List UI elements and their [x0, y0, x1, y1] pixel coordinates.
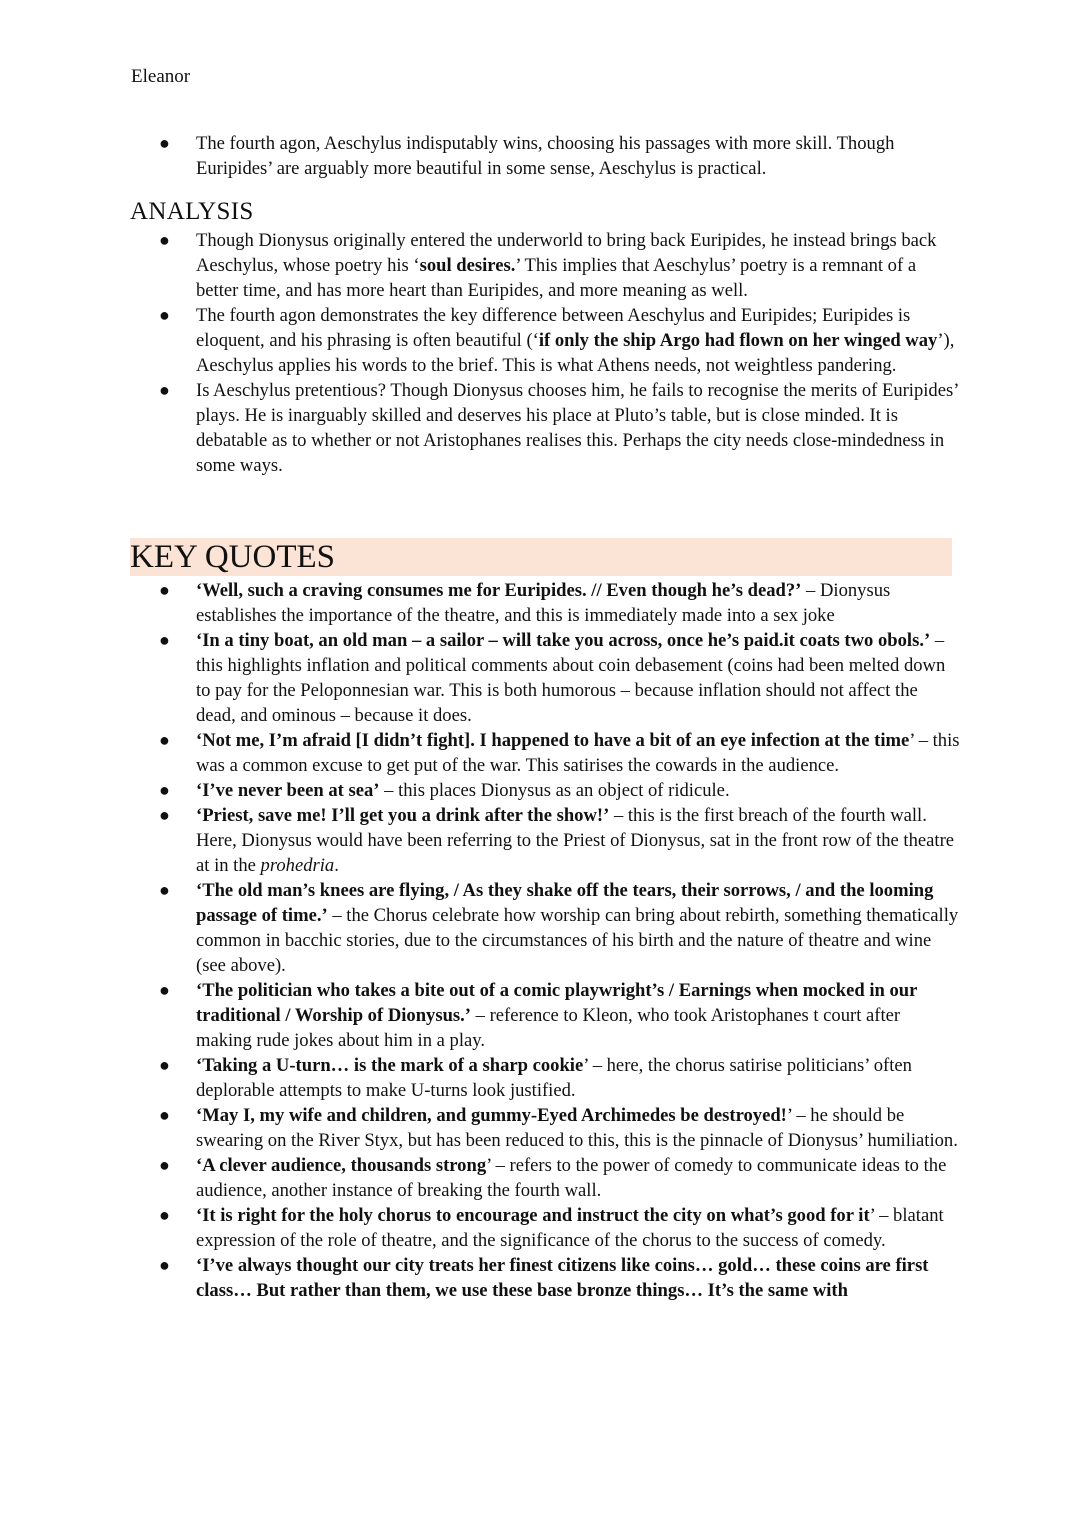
- bullet-dot-icon: ●: [159, 1055, 170, 1075]
- quote-text: ‘The politician who takes a bite out of a comic playwright’s / Earnings when mocked in our traditional / Worship of Dionysus.’: [196, 980, 918, 1026]
- list-item: [130, 628, 960, 728]
- bullet-dot-icon: ●: [159, 230, 170, 250]
- key-quotes-section: [130, 538, 960, 1303]
- quote-text: ‘The old man’s knees are flying, / As they shake off the tears, their sorrows, / and the looming passage of time.’: [196, 880, 934, 926]
- quote-text: ‘It is right for the holy chorus to encourage and instruct the city on what’s good for it: [196, 1205, 870, 1226]
- list-item: [130, 778, 960, 803]
- commentary-text: – reference to Kleon, who took Aristophanes t court after making rude jokes about him in a play.: [196, 1005, 901, 1051]
- quote-text: ‘A clever audience, thousands strong: [196, 1155, 487, 1176]
- bullet-dot-icon: ●: [159, 1205, 170, 1225]
- quote-text: ‘Priest, save me! I’ll get you a drink after the show!’: [196, 805, 610, 826]
- quote-text: if only the ship Argo had flown on her winged way: [538, 330, 938, 351]
- author-name: Eleanor: [131, 66, 191, 87]
- list-item: [130, 878, 960, 978]
- commentary-text: ’ – blatant expression of the role of theatre, and the significance of the chorus to the success of comedy.: [196, 1205, 944, 1251]
- list-item: [130, 303, 960, 378]
- bullet-dot-icon: ●: [159, 880, 170, 900]
- bullet-dot-icon: ●: [159, 1105, 170, 1125]
- commentary-text: ’ – he should be swearing on the River Styx, but has been reduced to this, this is the pinnacle of Dionysus’ humiliation.: [196, 1105, 958, 1151]
- bullet-dot-icon: ●: [159, 133, 170, 153]
- list-item: [130, 1053, 960, 1103]
- list-item: [130, 728, 960, 778]
- key-quotes-bullet-list: [130, 578, 960, 1303]
- intro-bullet-list: [130, 131, 960, 181]
- list-item: [130, 1203, 960, 1253]
- bullet-dot-icon: ●: [159, 580, 170, 600]
- commentary-text: The fourth agon demonstrates the key difference between Aeschylus and Euripides; Euripides is eloquent, and his phrasing is often beautiful (‘: [196, 305, 911, 351]
- quote-text: ‘Well, such a craving consumes me for Euripides. // Even though he’s dead?’: [196, 580, 802, 601]
- commentary-text: – this places Dionysus as an object of ridicule.: [379, 780, 730, 801]
- commentary-text: – this highlights inflation and political comments about coin debasement (coins had been melted down to pay for the Peloponnesian war. This is both humorous – because inflation should not affect the dead, and ominous – because it does.: [196, 630, 946, 726]
- bullet-dot-icon: ●: [159, 805, 170, 825]
- bullet-dot-icon: ●: [159, 780, 170, 800]
- bullet-dot-icon: ●: [159, 305, 170, 325]
- list-item: [130, 228, 960, 303]
- analysis-heading: ANALYSIS: [130, 198, 254, 225]
- quote-text: ‘I’ve always thought our city treats her finest citizens like coins… gold… these coins are first class… But rather than them, we use these base bronze things… It’s the same with: [196, 1255, 929, 1301]
- quote-text: ‘May I, my wife and children, and gummy-Eyed Archimedes be destroyed!: [196, 1105, 787, 1126]
- bullet-dot-icon: ●: [159, 730, 170, 750]
- quote-text: ‘I’ve never been at sea’: [196, 780, 380, 801]
- list-item: [130, 1153, 960, 1203]
- commentary-text: The fourth agon, Aeschylus indisputably wins, choosing his passages with more skill. Though Euripides’ are arguably more beautiful in some sense, Aeschylus is practical.: [196, 133, 895, 179]
- analysis-bullet-list: [130, 228, 960, 478]
- list-item: [130, 131, 960, 181]
- quote-text: soul desires.: [419, 255, 516, 276]
- quote-text: ‘Not me, I’m afraid [I didn’t fight]. I happened to have a bit of an eye infection at the time: [196, 730, 910, 751]
- commentary-text: ’ – here, the chorus satirise politicians’ often deplorable attempts to make U-turns look justified.: [196, 1055, 912, 1101]
- quote-text: ‘Taking a U-turn… is the mark of a sharp cookie: [196, 1055, 584, 1076]
- commentary-text: – Dionysus establishes the importance of the theatre, and this is immediately made into a sex joke: [196, 580, 891, 626]
- commentary-text: .: [334, 855, 339, 876]
- bullet-dot-icon: ●: [159, 1255, 170, 1275]
- commentary-text: – this is the first breach of the fourth wall. Here, Dionysus would have been referring to the Priest of Dionysus, sat in the front row of the theatre at in the: [196, 805, 955, 876]
- commentary-text: Though Dionysus originally entered the underworld to bring back Euripides, he instead brings back Aeschylus, whose poetry his ‘: [196, 230, 937, 276]
- list-item: [130, 1253, 960, 1303]
- bullet-dot-icon: ●: [159, 630, 170, 650]
- bullet-dot-icon: ●: [159, 380, 170, 400]
- list-item: [130, 978, 960, 1053]
- list-item: [130, 803, 960, 878]
- commentary-text: ’ – refers to the power of comedy to communicate ideas to the audience, another instance of breaking the fourth wall.: [196, 1155, 947, 1201]
- commentary-text: ’ – this was a common excuse to get put of the war. This satirises the cowards in the audience.: [196, 730, 960, 776]
- commentary-text: – the Chorus celebrate how worship can bring about rebirth, something thematically common in bacchic stories, due to the circumstances of his birth and the nature of theatre and wine (see above).: [196, 905, 959, 976]
- quote-text: ‘In a tiny boat, an old man – a sailor – will take you across, once he’s paid.it coats two obols.’: [196, 630, 931, 651]
- commentary-text: ’), Aeschylus applies his words to the brief. This is what Athens needs, not weightless pandering.: [196, 330, 955, 376]
- commentary-text: Is Aeschylus pretentious? Though Dionysus chooses him, he fails to recognise the merits of Euripides’ plays. He is inarguably skilled and deserves his place at Pluto’s table, but is close minded. It is debatable as to whether or not Aristophanes realises this. Perhaps the city needs close-mindedness in some ways.: [196, 380, 959, 476]
- key-quotes-heading: KEY QUOTES: [130, 538, 952, 576]
- commentary-text: prohedria: [260, 855, 335, 876]
- bullet-dot-icon: ●: [159, 980, 170, 1000]
- list-item: [130, 1103, 960, 1153]
- commentary-text: ’ This implies that Aeschylus’ poetry is a remnant of a better time, and has more heart than Euripides, and more meaning as well.: [196, 255, 917, 301]
- bullet-dot-icon: ●: [159, 1155, 170, 1175]
- analysis-section: [130, 198, 960, 478]
- list-item: [130, 378, 960, 478]
- list-item: [130, 578, 960, 628]
